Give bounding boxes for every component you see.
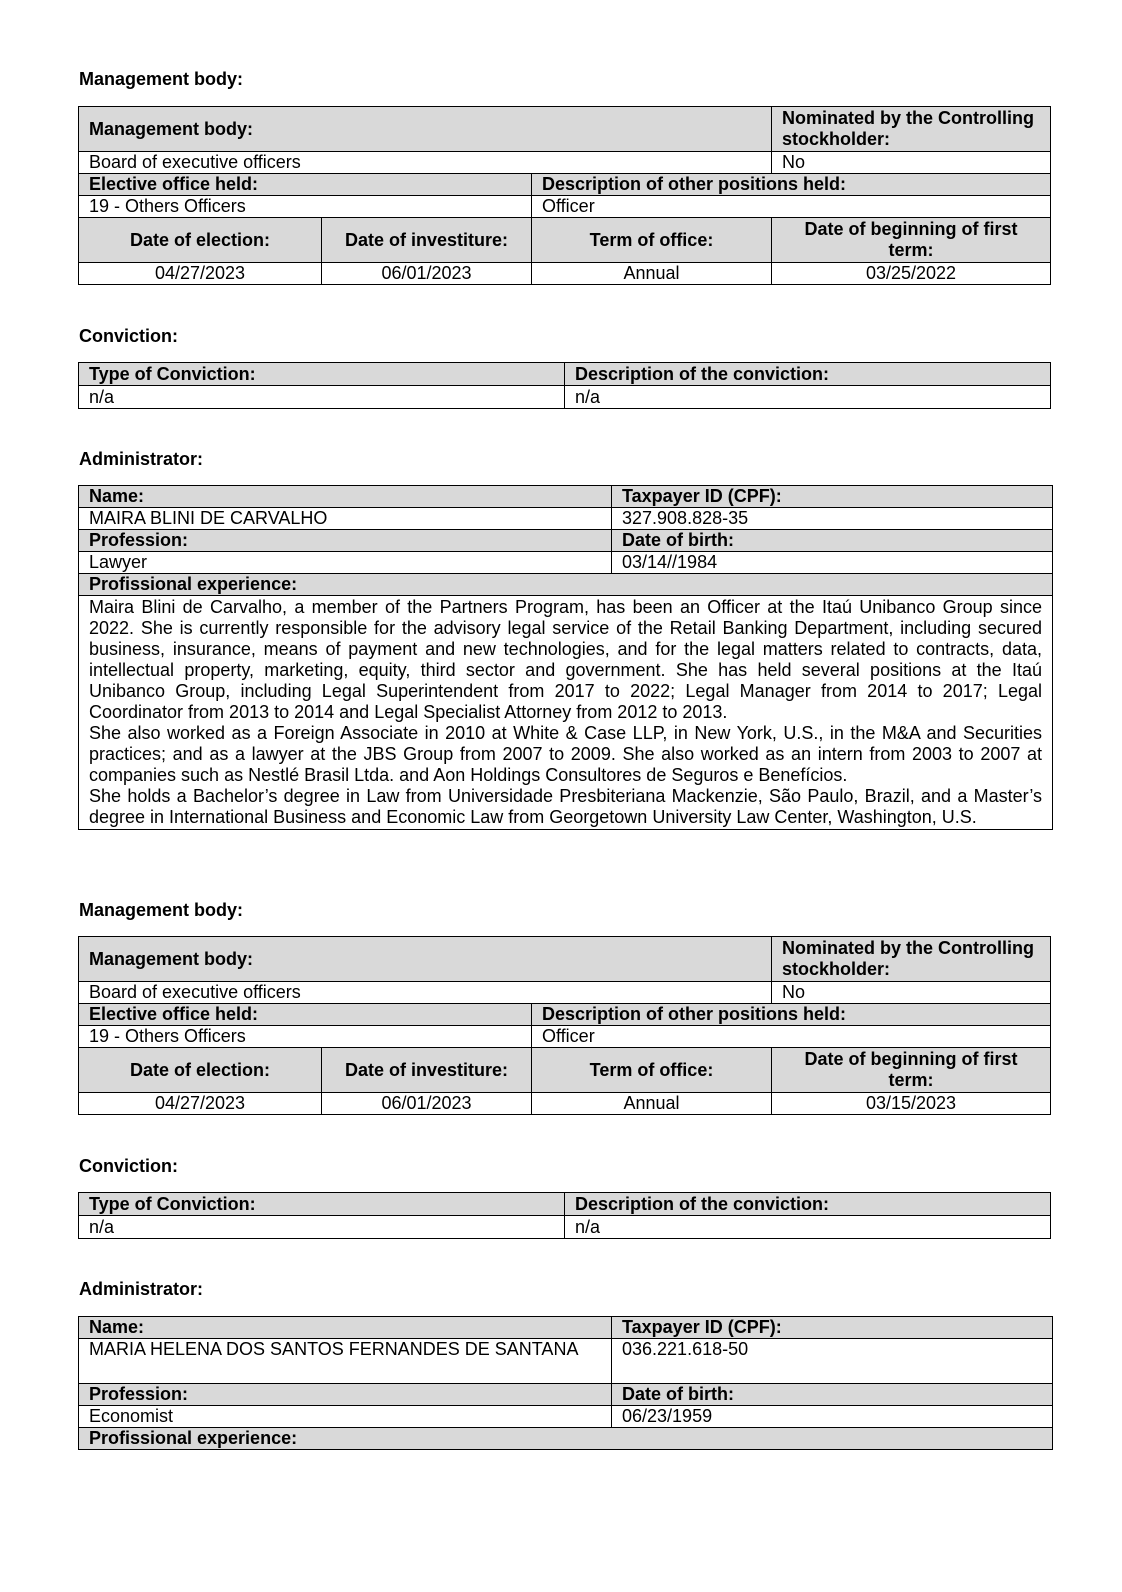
experience-paragraph: She also worked as a Foreign Associate in 2010 at White & Case LLP, in New York, U.S., in the M&A and Securities practices; and as a lawyer at the JBS Group from 2007 to 2009. She also worked as an intern from 2003 to 2007 at companies such as Nestlé Brasil Ltda. and Aon Holdings Consultores de Seguros e Benefícios. — [89, 723, 1042, 785]
taxpayer-id-value: 036.221.618-50 — [612, 1339, 1053, 1384]
elective-office-value: 19 - Others Officers — [79, 196, 532, 218]
type-conviction-value: n/a — [79, 1216, 565, 1239]
administrator-table-1 — [78, 485, 1053, 830]
name-label: Name: — [79, 1317, 612, 1339]
other-positions-label: Description of other positions held: — [532, 174, 1051, 196]
nominated-value: No — [772, 152, 1051, 174]
term-office-value: Annual — [532, 1093, 772, 1115]
date-investiture-value: 06/01/2023 — [322, 1093, 532, 1115]
first-term-value: 03/25/2022 — [772, 263, 1051, 285]
professional-experience-label: Profissional experience: — [79, 1428, 1053, 1450]
conviction-table-1 — [78, 362, 1051, 409]
date-of-birth-value: 03/14//1984 — [612, 552, 1053, 574]
name-value: MAIRA BLINI DE CARVALHO — [79, 508, 612, 530]
other-positions-value: Officer — [532, 1026, 1051, 1048]
experience-paragraph: Maira Blini de Carvalho, a member of the Partners Program, has been an Officer at the Itaú Unibanco Group since 2022. She is currently responsible for the advisory legal service of the Retail Banking Department, including secured business, insurance, means of payment and new technologies, and for the legal matters related to contracts, data, intellectual property, marketing, equity, third sector and government. She has held several positions at the Itaú Unibanco Group, including Legal Superintendent from 2017 to 2022; Legal Manager from 2014 to 2017; Legal Coordinator from 2013 to 2014 and Legal Specialist Attorney from 2012 to 2013. — [89, 597, 1042, 722]
management-body-value: Board of executive officers — [79, 152, 772, 174]
elective-office-value: 19 - Others Officers — [79, 1026, 532, 1048]
taxpayer-id-value: 327.908.828-35 — [612, 508, 1053, 530]
term-office-value: Annual — [532, 263, 772, 285]
desc-conviction-value: n/a — [565, 1216, 1051, 1239]
type-conviction-label: Type of Conviction: — [79, 363, 565, 386]
nominated-label: Nominated by the Controlling stockholder: — [772, 107, 1051, 152]
conviction-table-2 — [78, 1192, 1051, 1239]
management-body-table-2 — [78, 936, 1051, 1115]
term-office-label: Term of office: — [532, 218, 772, 263]
section-heading-management-body: Management body: — [79, 69, 244, 89]
profession-label: Profession: — [79, 1384, 612, 1406]
section-heading-conviction: Conviction: — [79, 326, 178, 346]
date-election-value: 04/27/2023 — [79, 1093, 322, 1115]
desc-conviction-label: Description of the conviction: — [565, 363, 1051, 386]
other-positions-label: Description of other positions held: — [532, 1004, 1051, 1026]
term-office-label: Term of office: — [532, 1048, 772, 1093]
taxpayer-id-label: Taxpayer ID (CPF): — [612, 1317, 1053, 1339]
date-investiture-value: 06/01/2023 — [322, 263, 532, 285]
management-body-label: Management body: — [79, 107, 772, 152]
first-term-value: 03/15/2023 — [772, 1093, 1051, 1115]
date-investiture-label: Date of investiture: — [322, 1048, 532, 1093]
date-of-birth-label: Date of birth: — [612, 1384, 1053, 1406]
date-of-birth-label: Date of birth: — [612, 530, 1053, 552]
profession-value: Lawyer — [79, 552, 612, 574]
desc-conviction-value: n/a — [565, 386, 1051, 409]
elective-office-label: Elective office held: — [79, 1004, 532, 1026]
type-conviction-value: n/a — [79, 386, 565, 409]
desc-conviction-label: Description of the conviction: — [565, 1193, 1051, 1216]
date-election-label: Date of election: — [79, 1048, 322, 1093]
professional-experience-text — [79, 596, 1053, 830]
section-heading-management-body: Management body: — [79, 900, 244, 920]
other-positions-value: Officer — [532, 196, 1051, 218]
experience-paragraph: She holds a Bachelor’s degree in Law from Universidade Presbiteriana Mackenzie, São Paulo, Brazil, and a Master’s degree in International Business and Economic Law from Georgetown University Law Center, Washington, U.S. — [89, 786, 1042, 827]
first-term-label: Date of beginning of first term: — [772, 1048, 1051, 1093]
management-body-label: Management body: — [79, 937, 772, 982]
date-investiture-label: Date of investiture: — [322, 218, 532, 263]
type-conviction-label: Type of Conviction: — [79, 1193, 565, 1216]
profession-label: Profession: — [79, 530, 612, 552]
profession-value: Economist — [79, 1406, 612, 1428]
nominated-value: No — [772, 982, 1051, 1004]
date-of-birth-value: 06/23/1959 — [612, 1406, 1053, 1428]
professional-experience-label: Profissional experience: — [79, 574, 1053, 596]
management-body-value: Board of executive officers — [79, 982, 772, 1004]
date-election-value: 04/27/2023 — [79, 263, 322, 285]
nominated-label: Nominated by the Controlling stockholder: — [772, 937, 1051, 982]
taxpayer-id-label: Taxpayer ID (CPF): — [612, 486, 1053, 508]
elective-office-label: Elective office held: — [79, 174, 532, 196]
name-label: Name: — [79, 486, 612, 508]
management-body-table-1 — [78, 106, 1051, 285]
section-heading-administrator: Administrator: — [79, 1279, 204, 1299]
administrator-table-2 — [78, 1316, 1053, 1450]
first-term-label: Date of beginning of first term: — [772, 218, 1051, 263]
section-heading-conviction: Conviction: — [79, 1156, 178, 1176]
date-election-label: Date of election: — [79, 218, 322, 263]
name-value: MARIA HELENA DOS SANTOS FERNANDES DE SANTANA — [79, 1339, 612, 1384]
section-heading-administrator: Administrator: — [79, 449, 204, 469]
